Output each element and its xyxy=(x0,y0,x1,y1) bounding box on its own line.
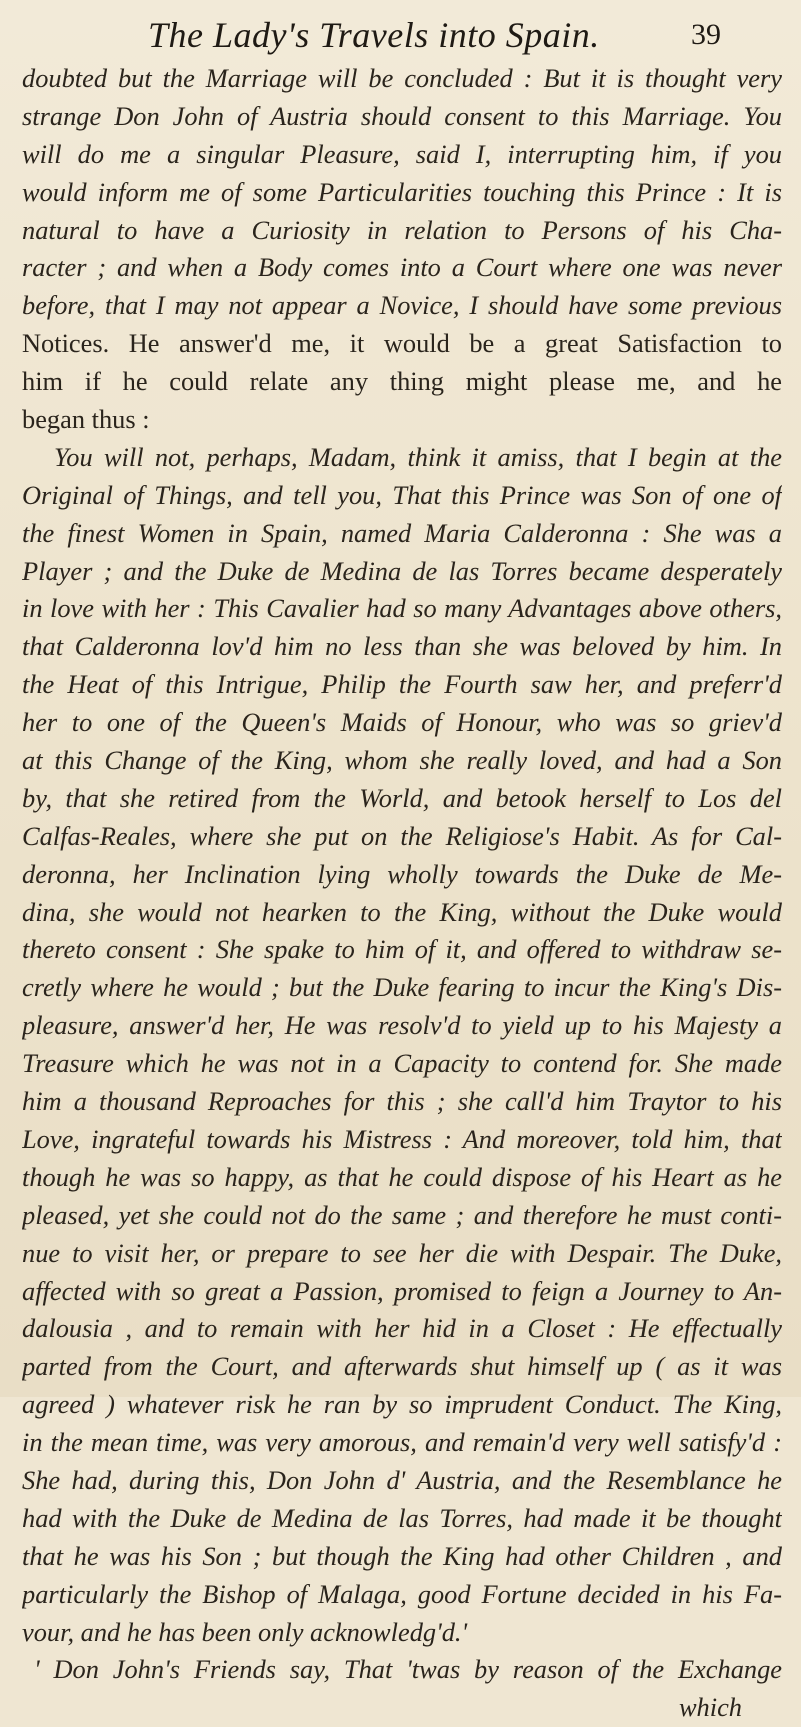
text-line: which xyxy=(678,1692,742,1723)
text-line: You will not, perhaps, Madam, think it amiss, that I begin at the xyxy=(54,441,782,472)
text-line: vour, and he has been only acknowledg'd.' xyxy=(22,1616,468,1647)
text-line: agreed ) whatever risk he ran by so imprudent Conduct. The King, xyxy=(22,1389,782,1420)
text-line: that Calderonna lov'd him no less than she was beloved by him. In xyxy=(22,631,782,662)
text-line: pleased, yet she could not do the same ; and therefore he must conti- xyxy=(22,1199,782,1230)
text-line: would inform me of some Particularities touching this Prince : It is xyxy=(22,176,782,207)
running-title: The Lady's Travels into Spain. xyxy=(148,15,600,55)
body-text xyxy=(22,60,782,1727)
text-line: that he was his Son ; but though the King had other Children , and xyxy=(22,1540,782,1571)
text-line: cretly where he would ; but the Duke fearing to incur the King's Dis- xyxy=(22,972,782,1003)
text-line: Treasure which he was not in a Capacity to contend for. She made xyxy=(22,1048,782,1079)
text-line: doubted but the Marriage will be concluded : But it is thought very xyxy=(22,63,782,93)
text-line: dina, she would not hearken to the King, without the Duke would xyxy=(22,896,782,927)
text-line: the finest Women in Spain, named Maria Calderonna : She was a xyxy=(22,517,782,548)
page-header xyxy=(0,14,801,58)
text-line: parted from the Court, and afterwards shut himself up ( as it was xyxy=(22,1351,782,1382)
text-line: by, that she retired from the World, and betook herself to Los del xyxy=(22,782,782,813)
text-line: began thus : xyxy=(22,404,150,435)
text-line: She had, during this, Don John d' Austria, and the Resemblance he xyxy=(22,1464,782,1495)
text-line: strange Don John of Austria should consent to this Marriage. You xyxy=(22,100,782,131)
text-line: will do me a singular Pleasure, said I, interrupting him, if you xyxy=(22,138,782,169)
text-line: Player ; and the Duke de Medina de las Torres became desperately xyxy=(22,555,782,586)
text-line: before, that I may not appear a Novice, I should have some previous xyxy=(22,290,782,321)
page-number: 39 xyxy=(691,18,721,51)
text-line: pleasure, answer'd her, He was resolv'd to yield up to his Majesty a xyxy=(22,1010,782,1041)
text-line: in the mean time, was very amorous, and remain'd very well satisfy'd : xyxy=(22,1427,782,1458)
text-line: Original of Things, and tell you, That this Prince was Son of one of xyxy=(22,479,782,510)
text-line: her to one of the Queen's Maids of Honour, who was so griev'd xyxy=(22,707,782,738)
text-line: ' Don John's Friends say, That 'twas by reason of the Exchange xyxy=(34,1654,782,1685)
text-line: in love with her : This Cavalier had so many Advantages above others, xyxy=(22,593,782,624)
text-line: him if he could relate any thing might please me, and he xyxy=(22,366,782,397)
text-line: though he was so happy, as that he could dispose of his Heart as he xyxy=(22,1161,782,1192)
text-line: Love, ingrateful towards his Mistress : And moreover, told him, that xyxy=(22,1123,782,1154)
text-line: Notices. He answer'd me, it would be a great Satisfaction to xyxy=(22,328,782,359)
text-line: the Heat of this Intrigue, Philip the Fourth saw her, and preferr'd xyxy=(22,669,782,700)
text-line: natural to have a Curiosity in relation to Persons of his Cha- xyxy=(22,214,782,245)
text-line: at this Change of the King, whom she really loved, and had a Son xyxy=(22,745,782,776)
text-line: thereto consent : She spake to him of it, and offered to withdraw se- xyxy=(22,934,782,965)
text-line: Calfas-Reales, where she put on the Religiose's Habit. As for Cal- xyxy=(22,820,782,851)
text-line: dalousia , and to remain with her hid in a Closet : He effectually xyxy=(22,1313,782,1344)
text-line: particularly the Bishop of Malaga, good Fortune decided in his Fa- xyxy=(22,1578,782,1609)
text-line: racter ; and when a Body comes into a Court where one was never xyxy=(22,252,782,283)
text-line: nue to visit her, or prepare to see her die with Despair. The Duke, xyxy=(22,1237,782,1268)
text-line: had with the Duke de Medina de las Torres, had made it be thought xyxy=(22,1502,782,1533)
text-line: affected with so great a Passion, promised to feign a Journey to An- xyxy=(22,1275,782,1306)
text-line: deronna, her Inclination lying wholly towards the Duke de Me- xyxy=(22,858,782,889)
text-line: him a thousand Reproaches for this ; she call'd him Traytor to his xyxy=(22,1086,782,1117)
